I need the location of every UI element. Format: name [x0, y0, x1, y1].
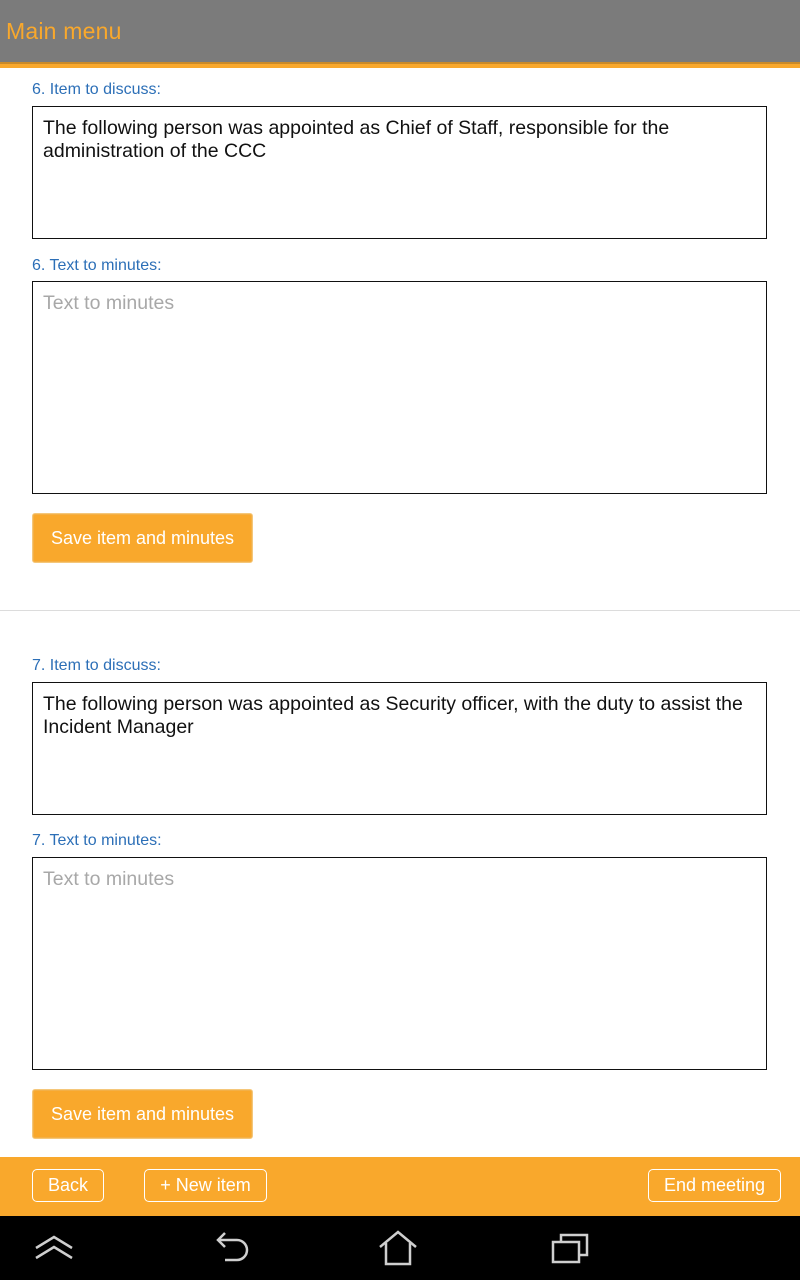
item-7-save-button[interactable]: Save item and minutes — [32, 1089, 253, 1139]
item-divider — [0, 610, 800, 611]
item-7-minutes-field[interactable]: Text to minutes — [32, 857, 767, 1070]
item-7-discuss-field[interactable]: The following person was appointed as Security officer, with the duty to assist the Incident Manager — [32, 682, 767, 815]
recent-apps-icon[interactable] — [546, 1228, 594, 1268]
item-6-minutes-field[interactable]: Text to minutes — [32, 281, 767, 494]
item-6-discuss-label: 6. Item to discuss: — [32, 81, 161, 98]
new-item-button[interactable]: + New item — [144, 1169, 267, 1202]
collapse-icon[interactable] — [30, 1228, 78, 1268]
item-6-save-button[interactable]: Save item and minutes — [32, 513, 253, 563]
item-6-minutes-label: 6. Text to minutes: — [32, 257, 162, 274]
home-icon[interactable] — [374, 1228, 422, 1268]
footer-bar — [0, 1157, 800, 1216]
back-button[interactable]: Back — [32, 1169, 104, 1202]
action-bar — [0, 0, 800, 68]
back-icon[interactable] — [206, 1228, 254, 1268]
item-6-discuss-field[interactable]: The following person was appointed as Chief of Staff, responsible for the administration of the CCC — [32, 106, 767, 239]
end-meeting-button[interactable]: End meeting — [648, 1169, 781, 1202]
system-nav-bar — [0, 1216, 800, 1280]
item-7-discuss-label: 7. Item to discuss: — [32, 657, 161, 674]
item-7-minutes-label: 7. Text to minutes: — [32, 832, 162, 849]
header-divider — [0, 62, 800, 64]
page-title[interactable]: Main menu — [6, 18, 122, 44]
